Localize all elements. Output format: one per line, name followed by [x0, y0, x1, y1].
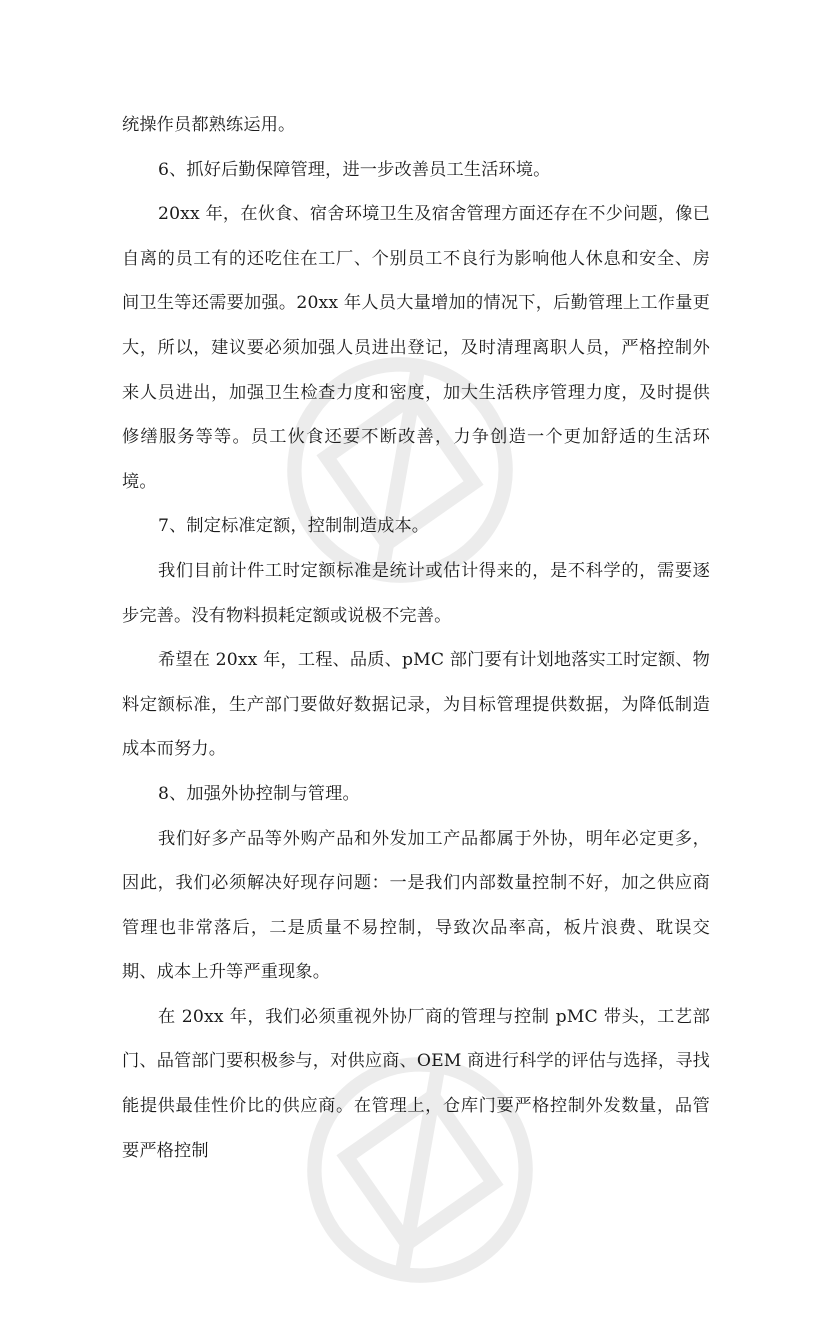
paragraph: 20xx 年，在伙食、宿舍环境卫生及宿舍管理方面还存在不少问题，像已自离的员工有的还吃住在工厂、个别员工不良行为影响他人休息和安全、房间卫生等还需要加强。20xx 年人员大量增加的情况下，后勤管理上工作量更大，所以，建议要必须加强人员进出登记，及时清理离职人员，严格控制外来人员进出，加强卫生检查力度和密度，加大生活秩序管理力度，及时提供修缮服务等等。员工伙食还要不断改善，力争创造一个更加舒适的生活环境。	[122, 204, 710, 492]
paragraph: 我们好多产品等外购产品和外发加工产品都属于外协，明年必定更多，因此，我们必须解决好现存问题：一是我们内部数量控制不好，加之供应商管理也非常落后，二是质量不易控制，导致次品率高，板片浪费、耽误交期、成本上升等严重现象。	[122, 828, 710, 983]
section-heading-7: 7、制定标准定额，控制制造成本。	[158, 516, 430, 537]
paragraph: 统操作员都熟练运用。	[122, 115, 296, 135]
body-text	[122, 103, 710, 1173]
paragraph: 我们目前计件工时定额标准是统计或估计得来的，是不科学的，需要逐步完善。没有物料损耗定额或说极不完善。	[122, 560, 710, 626]
paragraph: 在 20xx 年，我们必须重视外协厂商的管理与控制 pMC 带头，工艺部门、品管部门要积极参与，对供应商、OEM 商进行科学的评估与选择，寻找能提供最佳性价比的供应商。在管理上，仓库门要严格控制外发数量，品管要严格控制	[122, 1006, 710, 1161]
section-heading-8: 8、加强外协控制与管理。	[158, 783, 360, 804]
paragraph: 希望在 20xx 年，工程、品质、pMC 部门要有计划地落实工时定额、物料定额标准，生产部门要做好数据记录，为目标管理提供数据，为降低制造成本而努力。	[122, 650, 710, 760]
section-heading-6: 6、抓好后勤保障管理，进一步改善员工生活环境。	[158, 159, 551, 180]
